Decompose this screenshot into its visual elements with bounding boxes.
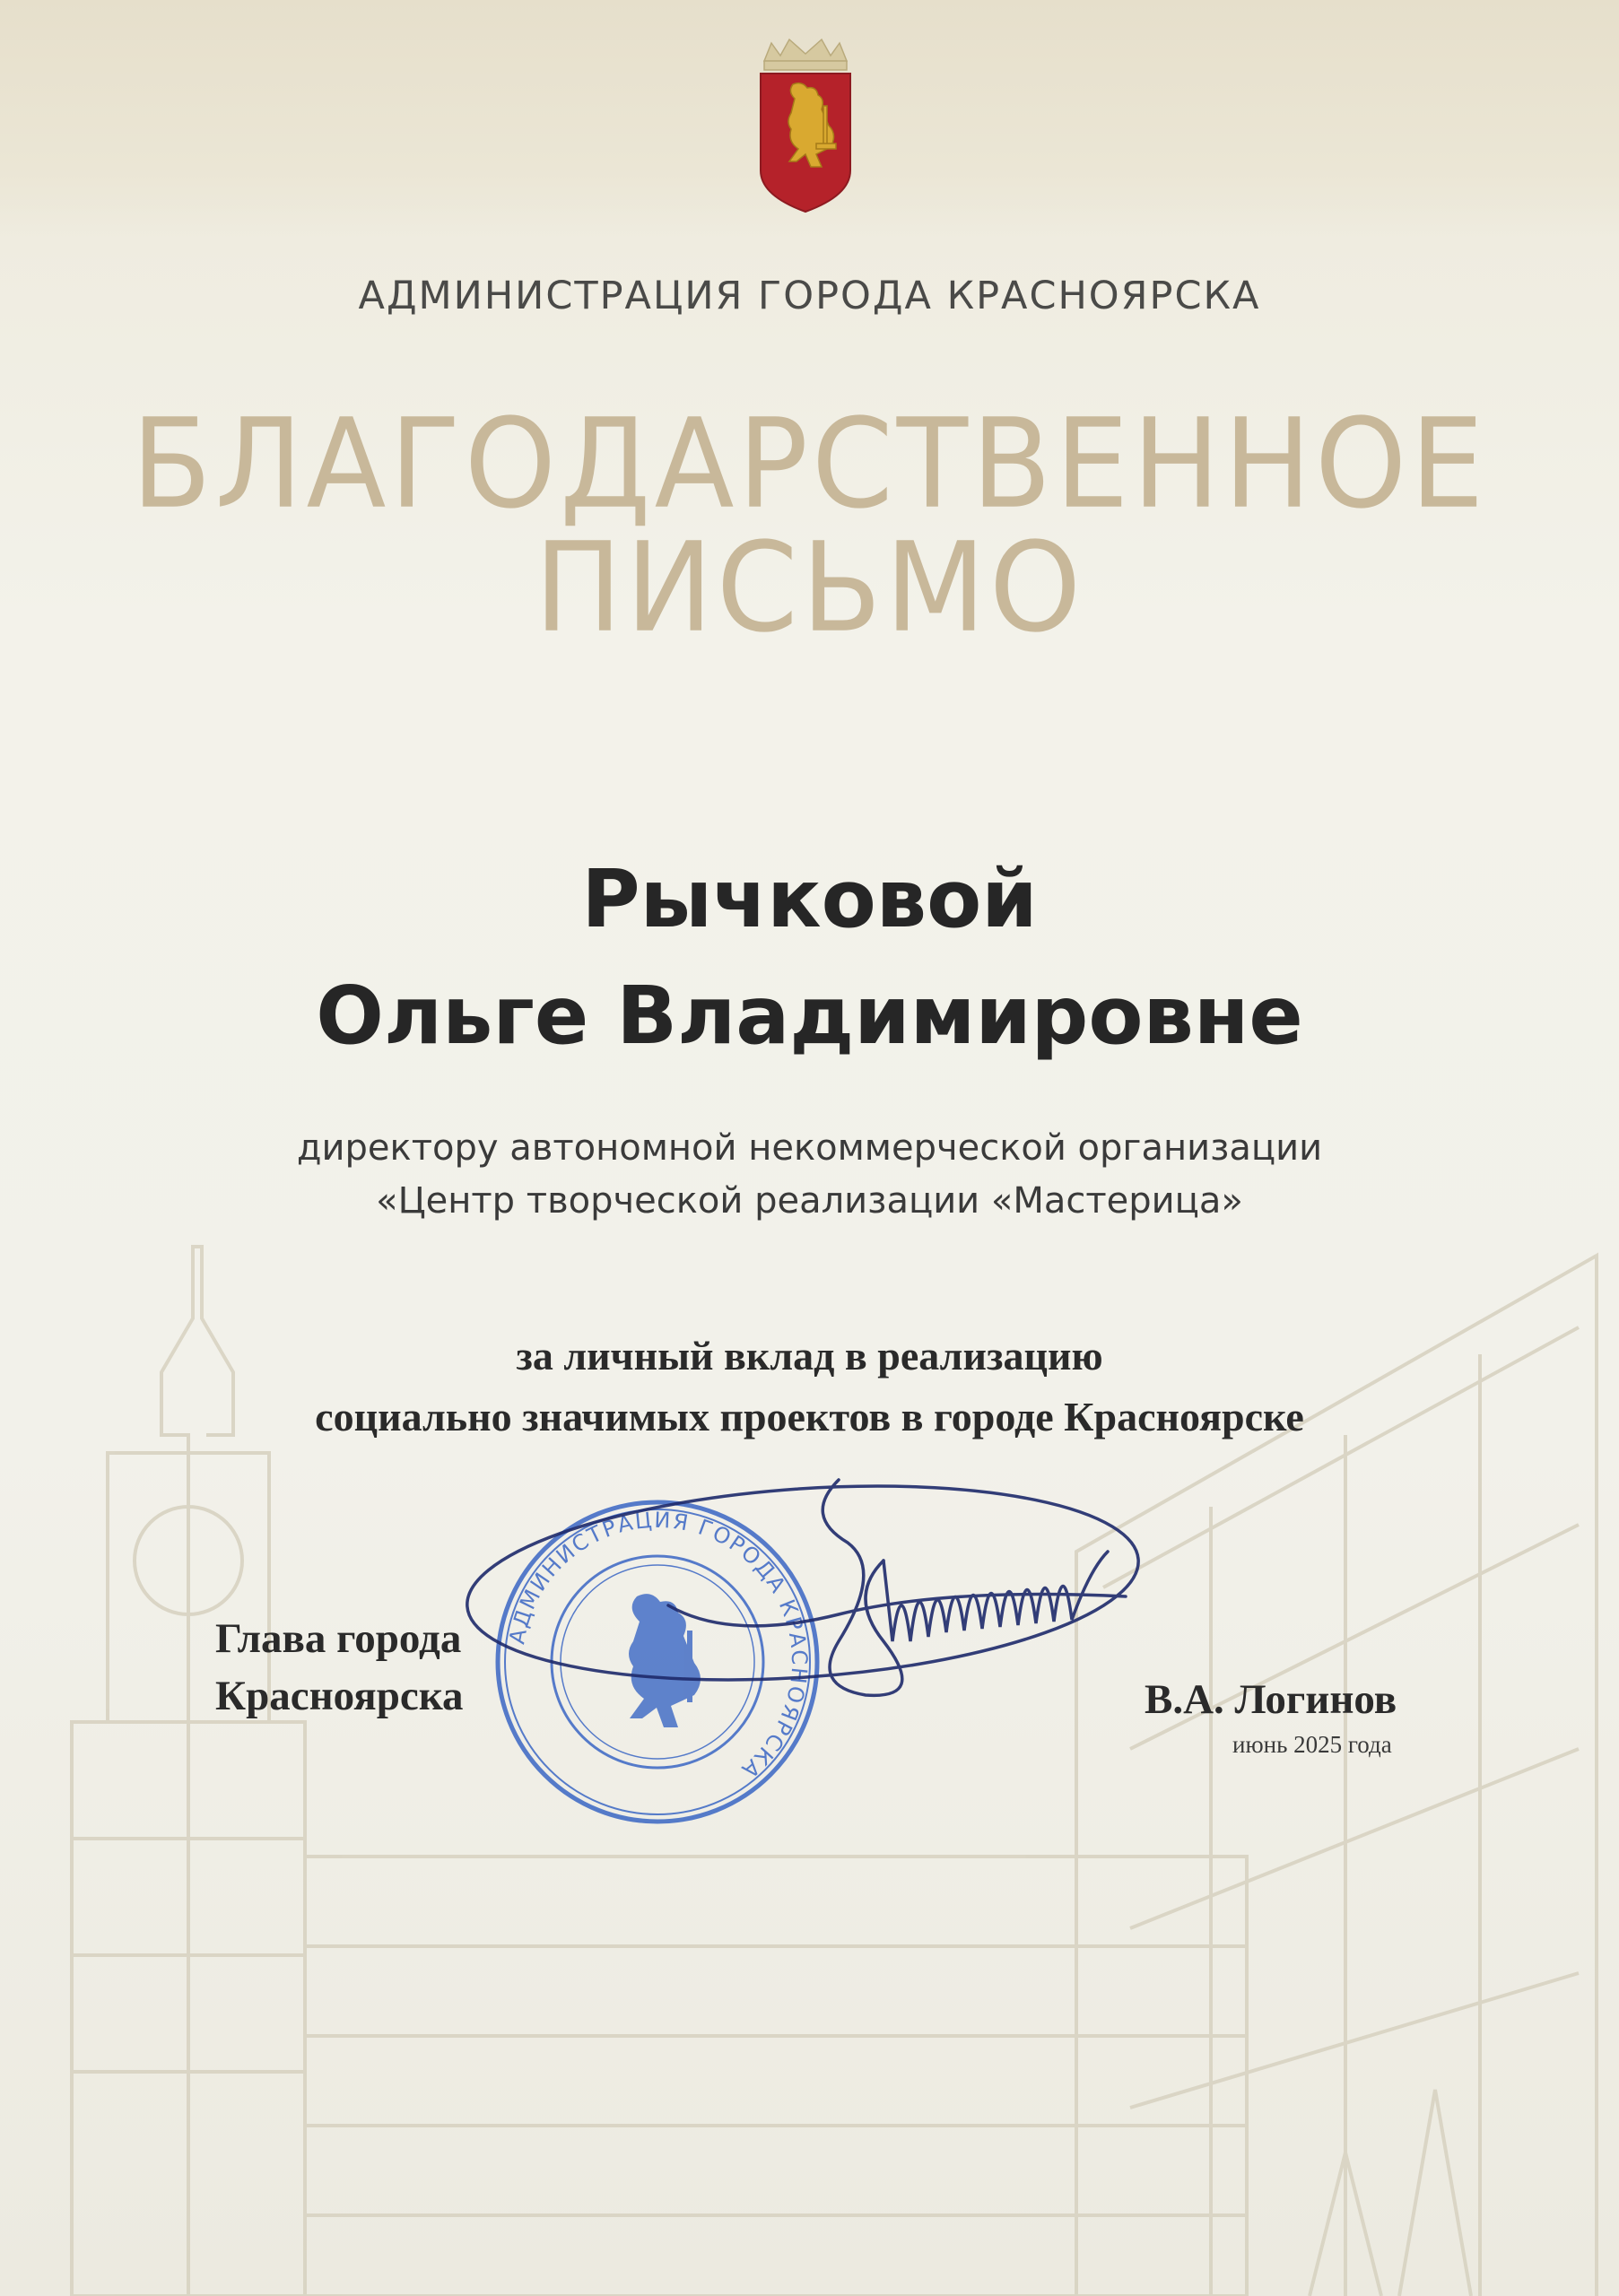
- svg-text:АДМИНИСТРАЦИЯ ГОРОДА КРАСНОЯРС: АДМИНИСТРАЦИЯ ГОРОДА КРАСНОЯРСКА: [504, 1507, 813, 1785]
- signer-role-line1: Глава города: [215, 1615, 462, 1662]
- signer-role-line2: Красноярска: [215, 1673, 464, 1719]
- recipient-surname: Рычковой: [581, 852, 1038, 945]
- document-title-line2: ПИСЬМО: [534, 515, 1085, 660]
- issuer-heading: АДМИНИСТРАЦИЯ ГОРОДА КРАСНОЯРСКА: [358, 274, 1261, 318]
- document-title-line1: БЛАГОДАРСТВЕННОЕ: [131, 391, 1488, 536]
- issue-date: июнь 2025 года: [1232, 1731, 1392, 1758]
- signer-name: В.А. Логинов: [1145, 1676, 1397, 1723]
- handwritten-signature-icon: [462, 1462, 1144, 1749]
- award-reason-line2: социально значимых проектов в городе Красноярске: [315, 1394, 1304, 1439]
- krasnoyarsk-crest-icon: [752, 36, 859, 215]
- award-reason-line1: за личный вклад в реализацию: [516, 1333, 1103, 1378]
- recipient-position-line2: «Центр творческой реализации «Мастерица»: [376, 1180, 1243, 1222]
- recipient-position-line1: директору автономной некоммерческой организации: [296, 1127, 1323, 1169]
- recipient-name-patronymic: Ольге Владимировне: [316, 969, 1303, 1062]
